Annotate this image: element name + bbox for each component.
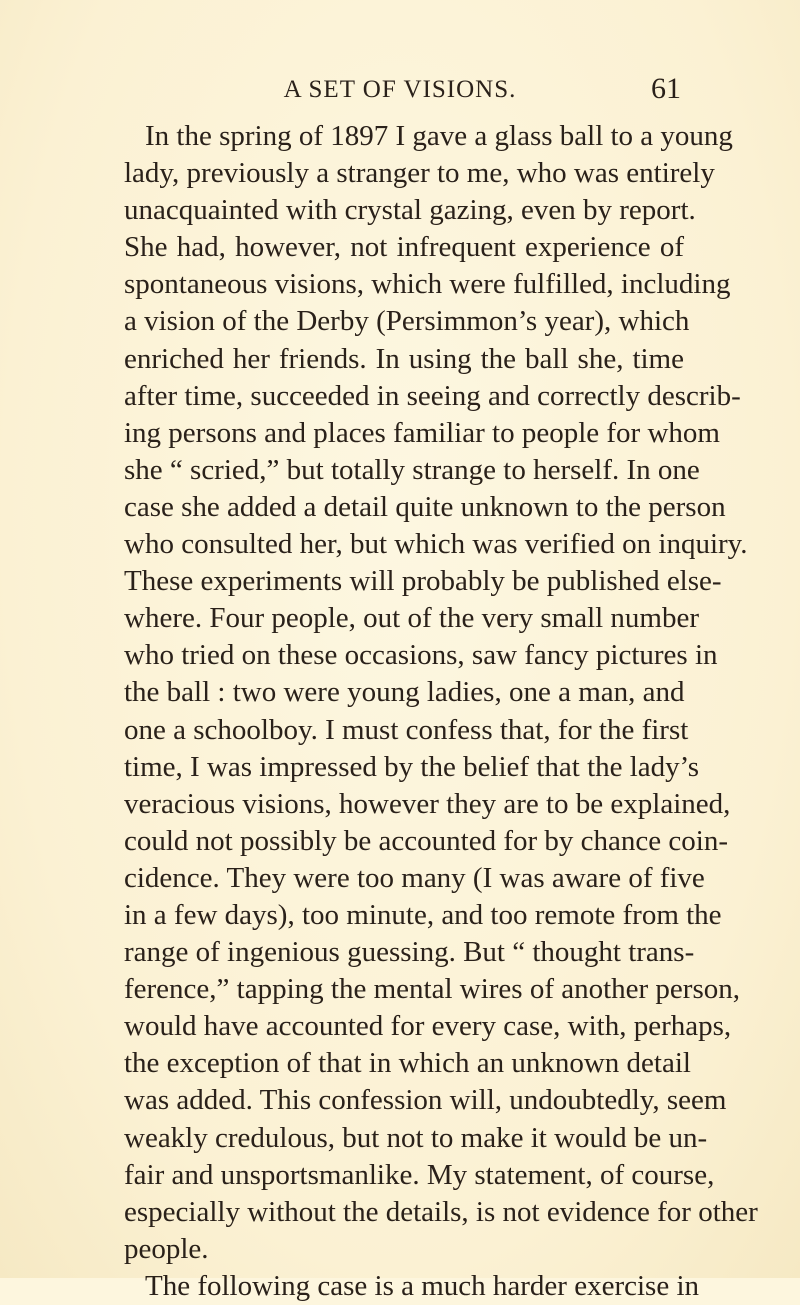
text-line: veracious visions, however they are to be explained, (124, 787, 731, 820)
running-head: A SET OF VISIONS. (283, 76, 517, 103)
text-line: enriched her friends. In using the ball she, time (124, 342, 684, 375)
text-line: after time, succeeded in seeing and correctly describ- (124, 379, 741, 412)
text-line: the exception of that in which an unknown detail (124, 1047, 691, 1080)
text-line: would have accounted for every case, with, perhaps, (124, 1010, 732, 1043)
text-line: who tried on these occasions, saw fancy pictures in (124, 639, 718, 672)
page-header (0, 66, 800, 106)
text-line: case she added a detail quite unknown to the person (124, 490, 726, 523)
page-number: 61 (651, 72, 681, 105)
text-line: could not possibly be accounted for by chance coin- (124, 824, 728, 857)
text-line: a vision of the Derby (Persimmon’s year), which (124, 305, 690, 338)
text-line: range of ingenious guessing. But “ thought trans- (124, 936, 695, 969)
text-line: the ball : two were young ladies, one a man, and (124, 676, 685, 709)
text-line: weakly credulous, but not to make it would be un- (124, 1121, 708, 1154)
text-line: people. (124, 1232, 209, 1265)
text-line: who consulted her, but which was verified on inquiry. (124, 528, 748, 561)
text-line: where. Four people, out of the very small number (124, 602, 700, 635)
text-line: These experiments will probably be published else- (124, 565, 722, 598)
text-line: time, I was impressed by the belief that the lady’s (124, 750, 700, 783)
text-line: she “ scried,” but totally strange to herself. In one (124, 453, 700, 486)
text-line: in a few days), too minute, and too remote from the (124, 898, 722, 931)
text-line: ference,” tapping the mental wires of another person, (124, 973, 740, 1006)
text-line: especially without the details, is not evidence for other (124, 1195, 758, 1228)
text-line: cidence. They were too many (I was aware of five (124, 861, 705, 894)
body-text (124, 118, 758, 1305)
text-line: ing persons and places familiar to people for whom (124, 416, 720, 449)
text-line: one a schoolboy. I must confess that, for the first (124, 713, 689, 746)
text-line: fair and unsportsmanlike. My statement, of course, (124, 1158, 715, 1191)
text-line: was added. This confession will, undoubtedly, seem (124, 1084, 727, 1117)
text-line: lady, previously a stranger to me, who was entirely (124, 157, 715, 190)
text-line: The following case is a much harder exercise in (145, 1269, 700, 1302)
text-line: In the spring of 1897 I gave a glass ball to a young (145, 120, 733, 152)
text-line: spontaneous visions, which were fulfilled, including (124, 268, 731, 301)
text-line: unacquainted with crystal gazing, even by report. (124, 194, 696, 227)
text-line: She had, however, not infrequent experience of (124, 231, 684, 264)
